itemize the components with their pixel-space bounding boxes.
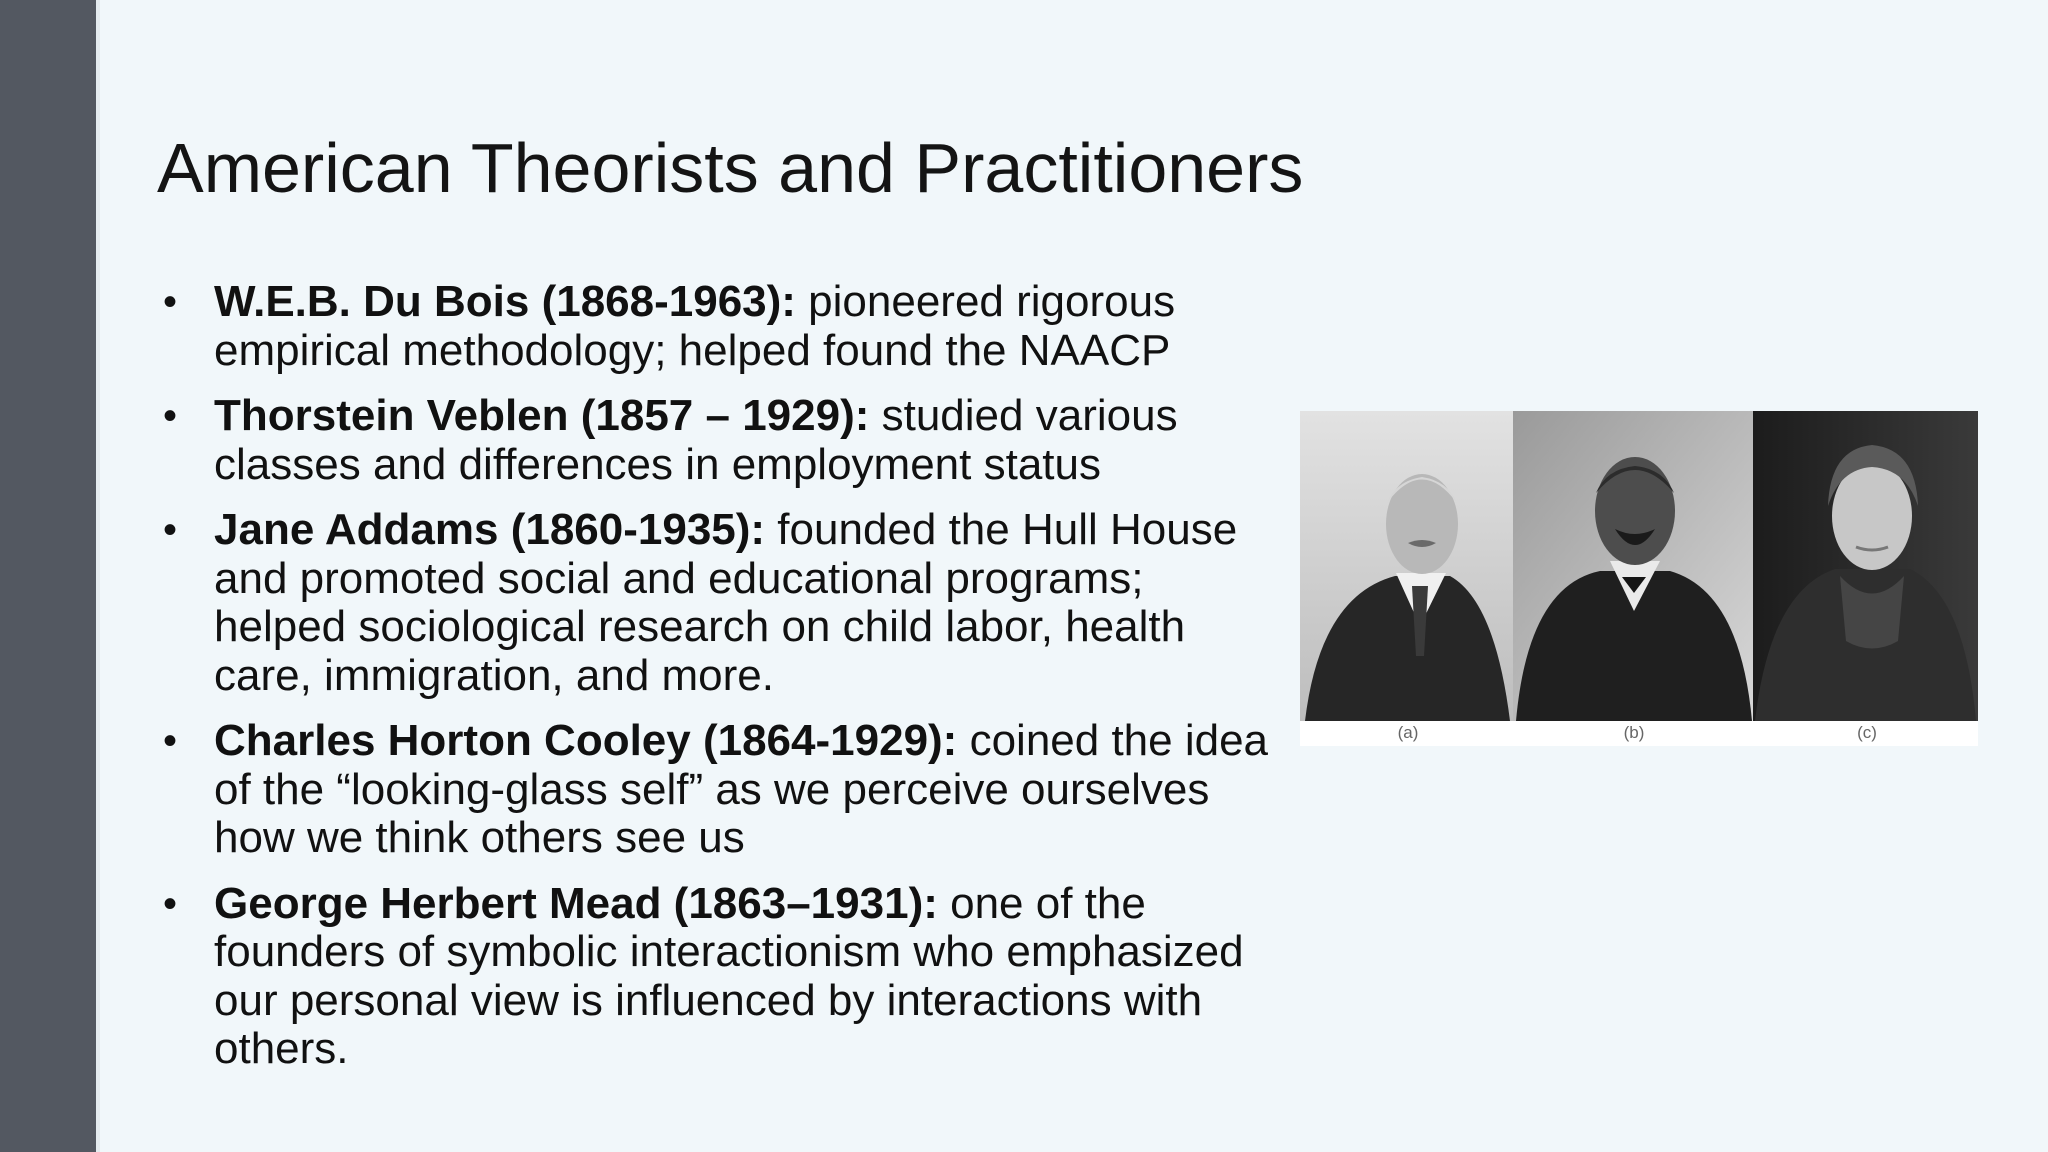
bullet-item-mead [157, 880, 1277, 1074]
bullet-item-addams [157, 506, 1277, 700]
bullet-dot: • [163, 508, 178, 552]
bullet-text: coined the idea of the “looking-glass self” as we perceive ourselves how we think others see us [214, 716, 1269, 862]
bullet-list [157, 278, 1277, 1091]
bullet-name: Jane Addams (1860-1935): [214, 505, 766, 554]
slide-title: American Theorists and Practitioners [157, 129, 1304, 207]
bullet-dot: • [163, 394, 178, 438]
slide-sidebar-accent [0, 0, 96, 1152]
photo-caption-c: (c) [1857, 723, 1877, 742]
bullet-text: founded the Hull House and promoted social and educational programs; helped sociological research on child labor, health care, immigration, and more. [214, 505, 1238, 700]
photo-caption-b: (b) [1623, 723, 1645, 742]
portrait-c [1753, 411, 1978, 721]
portrait-b [1513, 411, 1753, 721]
portrait-photos [1300, 411, 1978, 721]
bullet-name: Charles Horton Cooley (1864-1929): [214, 716, 958, 765]
bullet-text: pioneered rigorous empirical methodology; helped found the NAACP [214, 277, 1176, 375]
photo-caption-a: (a) [1397, 723, 1419, 742]
portrait-photo-panel [1300, 411, 1978, 746]
portrait-a [1300, 411, 1513, 721]
bullet-item-du-bois [157, 278, 1277, 375]
bullet-text: one of the founders of symbolic interactionism who emphasized our personal view is influenced by interactions with others. [214, 878, 1244, 1073]
bullet-name: W.E.B. Du Bois (1868-1963): [214, 277, 796, 326]
bullet-name: Thorstein Veblen (1857 – 1929): [214, 391, 870, 440]
bullet-dot: • [163, 719, 178, 763]
bullet-item-veblen [157, 392, 1277, 489]
bullet-name: George Herbert Mead (1863–1931): [214, 878, 938, 928]
sidebar-edge [96, 0, 100, 1152]
bullet-dot: • [163, 280, 178, 324]
bullet-text: studied various classes and differences in employment status [214, 391, 1178, 489]
bullet-dot: • [163, 881, 178, 926]
bullet-item-cooley [157, 717, 1277, 863]
